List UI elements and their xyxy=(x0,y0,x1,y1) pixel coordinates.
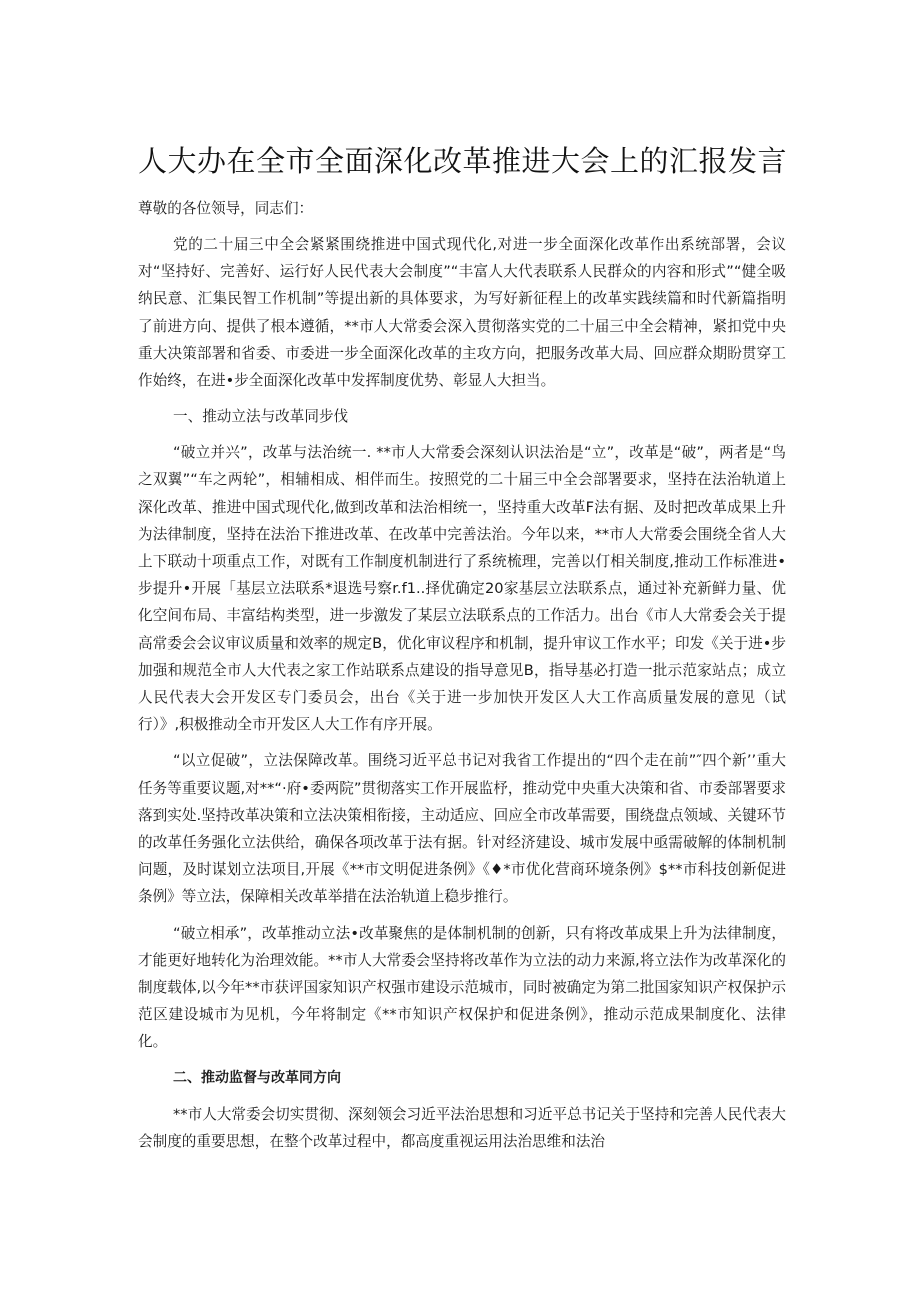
section1-paragraph-3: “破立相承”，改革推动立法•改革聚焦的是体制机制的创新，只有将改革成果上升为法律制度，才能更好地转化为治理效能。**市人大常委会坚持将改革作为立法的动力来源,将立法作为改革深化的制度载体,以今年**市获评国家知识产权强市建设示范城市，同时被确定为第二批国家知识产权保护示范区建设城市为见机，今年将制定《**市知识产权保护和促进条例》，推动示范成果制度化、法律化。 xyxy=(138,924,786,1051)
section2-paragraph-1: **市人大常委会切实贯彻、深刻领会习近平法治思想和习近平总书记关于坚持和完善人民代表大会制度的重要思想，在整个改革过程中，都高度重视运用法治思维和法治 xyxy=(138,1105,786,1150)
salutation: 尊敬的各位领导，同志们： xyxy=(138,200,314,217)
intro-paragraph: 党的二十届三中全会紧紧围绕推进中国式现代化,对进一步全面深化改革作出系统部署，会议对“坚持好、完善好、运行好人民代表大会制度”“丰富人大代表联系人民群众的内容和形式”“健全吸纳民意、汇集民智工作机制”等提出新的具体要求，为写好新征程上的改革实践续篇和时代新篇指明了前进方向、提供了根本遵循，**市人大常委会深入贯彻落实党的二十届三中全会精神，紧扣党中央重大决策部署和省委、市委进一步全面深化改革的主攻方向，把服务改革大局、回应群众期盼贯穿工作始终，在进•步全面深化改革中发挥制度优势、彰显人大担当。 xyxy=(138,236,786,390)
section-heading-1: 一、推动立法与改革同步伐 xyxy=(173,408,349,426)
section-heading-2: 二、推动监督与改革同方向 xyxy=(173,1069,341,1086)
section1-paragraph-2: “以立促破”，立法保障改革。围绕习近平总书记对我省工作提出的“四个走在前”″四个新’’重大任务等重要议题,对**“·府•委两院”贯彻落实工作开展监杼，推动党中央重大决策和省、市委部署要求落到实处.坚持改革决策和立法决策相衔接，主动适应、回应全市改革需要，围绕盘点领域、关键环节的改革任务强化立法供给，确保各项改革于法有据。针对经济建设、城市发展中亟需破解的体制机制问题，及时谋划立法项目,开展《**市文明促进条例》《♦*市优化营商环境条例》$**市科技创新促进条例》等立法，保障相关改革举措在法治轨道上稳步推行。 xyxy=(138,752,786,906)
section1-paragraph-1: “破立并兴”，改革与法治统一. **市人大常委会深刻认识法治是“立”，改革是“破”，两者是“鸟之双翼”“车之两轮”，相辅相成、相伴而生。按照党的二十届三中全会部署要求，坚持在法治轨道上深化改革、推进中国式现代化,做到改革和法治相统一，坚持重大改革F法有据、及时把改革成果上升为法律制度，坚持在法治下推进改革、在改革中完善法治。今年以来，**市人大常委会围绕全省人大上下联动十项重点工作，对既有工作制度机制进行了系统梳理，完善以仃相关制度,推动工作标准进•步提升•开展「基层立法联系*退选号察r.f1..择优确定20家基层立法联系点，通过补充新鲜力量、优化空间布局、丰富结构类型，进一步激发了某层立法联系点的工作活力。出台《市人大常委会关于提高常委会会议审议质量和效率的规定B，优化审议程序和机制，提升审议工作水平；印发《关于进•步加强和规范全市人大代表之家工作站联系点建设的指导意见B，指导基必打造一批示范家站点；成立人民代表大会开发区专门委员会，出台《关于进一步加快开发区人大工作高质量发展的意见（试行）》,积极推动全市开发区人大工作有序开展。 xyxy=(138,444,786,734)
document-title: 人大办在全市全面深化改革推进大会上的汇报发言 xyxy=(138,144,788,178)
document-body xyxy=(138,195,786,1164)
